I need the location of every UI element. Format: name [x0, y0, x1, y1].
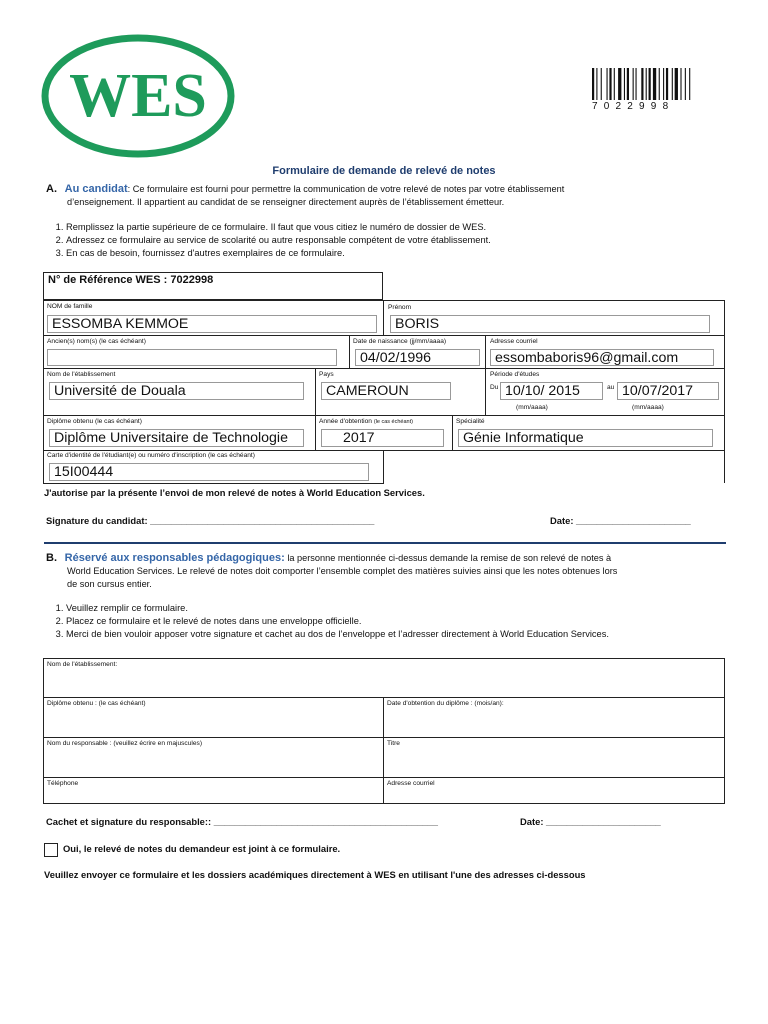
reference-box	[43, 272, 383, 300]
dob-label: Date de naissance (jj/mm/aaaa)	[353, 338, 447, 345]
table-titre-label[interactable]: Titre	[387, 740, 400, 747]
carte-label: Carte d'identité de l'étudiant(e) ou numéro d'inscription (le cas échéant)	[47, 452, 255, 459]
specialite-field[interactable]: Génie Informatique	[458, 429, 713, 447]
email-field[interactable]: essombaboris96@gmail.com	[490, 349, 714, 366]
section-b-steps	[40, 602, 768, 641]
section-a-intro-text: : Ce formulaire est fourni pour permettre la communication de votre relevé de notes par votre établissement	[127, 184, 565, 194]
section-b-intro-text: la personne mentionnée ci-dessus demande la remise de son relevé de notes à	[284, 553, 612, 563]
date-debut-field[interactable]: 10/10/ 2015	[500, 382, 603, 400]
section-b-letter: B.	[46, 552, 57, 564]
date-responsable[interactable]: Date: ______________________	[520, 816, 661, 827]
list-item: 3. Merci de bien vouloir apposer votre signature et cachet au dos de l’enveloppe et l’adresser directement à World Education Services.	[66, 628, 768, 641]
responsable-table	[43, 658, 725, 804]
section-a-intro	[46, 183, 746, 209]
dob-field[interactable]: 04/02/1996	[355, 349, 480, 366]
carte-field[interactable]: 15I00444	[49, 463, 369, 481]
list-item: 2. Adressez ce formulaire au service de scolarité ou autre responsable compétent de votre établissement.	[66, 234, 766, 247]
joint-checkbox[interactable]	[44, 843, 58, 857]
wes-logo-text: WES	[69, 62, 207, 130]
mmaaaa-label: (mm/aaaa)	[516, 404, 548, 411]
signature-candidat[interactable]: Signature du candidat: ___________________________________________	[46, 515, 375, 526]
section-a-steps	[40, 221, 766, 260]
authorization-text: J'autorise par la présente l’envoi de mon relevé de notes à World Education Services.	[44, 487, 425, 498]
checkbox-label: Oui, le relevé de notes du demandeur est joint à ce formulaire.	[63, 843, 341, 854]
section-b-intro	[46, 552, 746, 591]
email-label: Adresse courriel	[490, 338, 538, 345]
specialite-label: Spécialité	[456, 418, 485, 425]
table-responsable-label[interactable]: Nom du responsable : (veuillez écrire en majuscules)	[47, 740, 203, 747]
pays-label: Pays	[319, 371, 334, 378]
footer-instruction: Veuillez envoyer ce formulaire et les dossiers académiques directement à WES en utilisant l'une des adresses ci-dessous	[44, 869, 586, 880]
section-a-intro-text2: d’enseignement. Il appartient au candidat de se renseigner directement auprès de l’établissement émetteur.	[67, 197, 505, 207]
au-label: au	[607, 384, 615, 391]
diplome-label: Diplôme obtenu (le cas échéant)	[47, 418, 142, 425]
section-b-intro-text3: de son cursus entier.	[67, 579, 152, 589]
ancien-nom-label: Ancien(s) nom(s) (le cas échéant)	[47, 338, 146, 345]
periode-label: Période d'études	[490, 371, 540, 378]
cachet-signature[interactable]: Cachet et signature du responsable:: ___________________________________________	[46, 816, 438, 827]
diplome-field[interactable]: Diplôme Universitaire de Technologie	[49, 429, 304, 447]
form-title: Formulaire de demande de relevé de notes	[272, 165, 496, 177]
etablissement-field[interactable]: Université de Douala	[49, 382, 304, 400]
nom-field[interactable]: ESSOMBA KEMMOE	[47, 315, 377, 333]
list-item: 2. Placez ce formulaire et le relevé de notes dans une enveloppe officielle.	[66, 615, 768, 628]
pays-field[interactable]: CAMEROUN	[321, 382, 451, 400]
section-b-intro-text2: World Education Services. Le relevé de notes doit comporter l’ensemble complet des matières suivies ainsi que les notes obtenues lors	[67, 566, 618, 576]
list-item: 3. En cas de besoin, fournissez d'autres exemplaires de ce formulaire.	[66, 247, 766, 260]
etablissement-label: Nom de l'établissement	[47, 371, 116, 378]
du-label: Du	[490, 384, 499, 391]
prenom-field[interactable]: BORIS	[390, 315, 710, 333]
section-a-letter: A.	[46, 183, 57, 195]
reference-number: N° de Référence WES : 7022998	[48, 274, 214, 286]
nom-label: NOM de famille	[47, 303, 93, 310]
annee-field[interactable]: 2017	[321, 429, 444, 447]
section-divider	[44, 542, 726, 544]
date-fin-field[interactable]: 10/07/2017	[617, 382, 719, 400]
wes-logo	[40, 34, 236, 158]
barcode-icon	[592, 68, 724, 100]
date-candidat[interactable]: Date: ______________________	[550, 515, 691, 526]
list-item: 1. Veuillez remplir ce formulaire.	[66, 602, 768, 615]
section-b-heading: Réservé aux responsables pédagogiques:	[64, 552, 285, 564]
table-courriel-label[interactable]: Adresse courriel	[387, 780, 435, 787]
section-a-heading: Au candidat	[64, 183, 128, 195]
mmaaaa-label: (mm/aaaa)	[632, 404, 664, 411]
annee-label: Année d'obtention (le cas échéant)	[319, 418, 413, 425]
table-diplome-label[interactable]: Diplôme obtenu : (le cas échéant)	[47, 700, 146, 707]
barcode-number: 7022998	[592, 101, 675, 112]
table-telephone-label[interactable]: Téléphone	[47, 780, 79, 787]
table-date-diplome-label[interactable]: Date d'obtention du diplôme : (mois/an):	[387, 700, 504, 707]
table-etab-label[interactable]: Nom de l'établissement:	[47, 661, 118, 668]
prenom-label: Prénom	[388, 304, 412, 311]
list-item: 1. Remplissez la partie supérieure de ce formulaire. Il faut que vous citiez le numéro de dossier de WES.	[66, 221, 766, 234]
ancien-nom-field[interactable]	[47, 349, 337, 366]
